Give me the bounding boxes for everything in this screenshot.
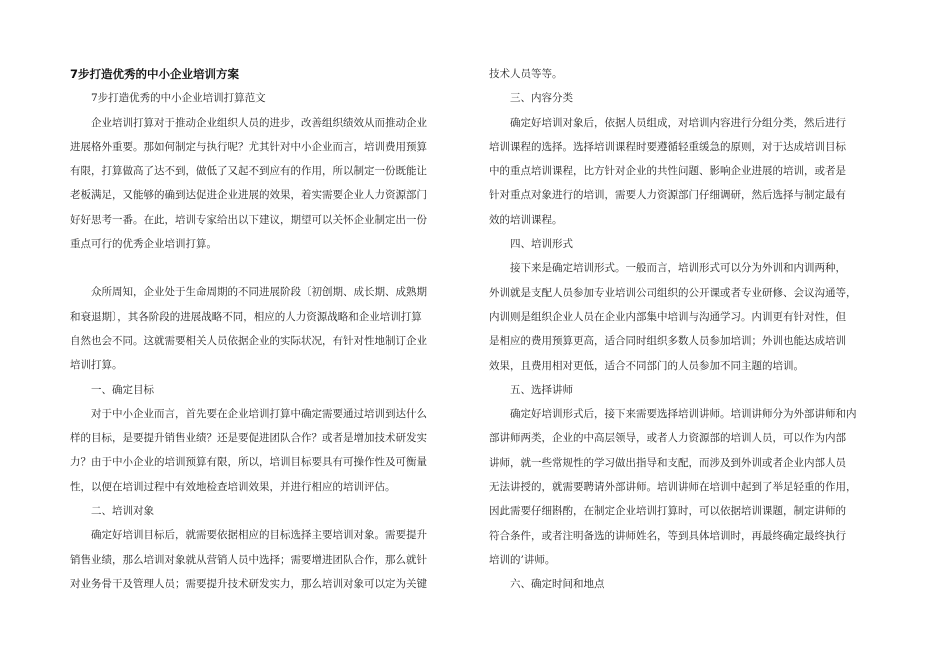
text-line: 力？由于中小企业的培训预算有限，所以，培训目标要具有可操作性及可衡量 <box>70 456 427 469</box>
text-line: 针对重点对象进行的培训，需要人力资源部门仔细调研，然后选择与制定最有 <box>489 189 846 202</box>
text-line: 符合条件，或者注明备选的讲师姓名，等到具体培训时，再最终确定最终执行 <box>489 529 846 542</box>
text-line: 三、内容分类 <box>510 92 573 105</box>
document-title: 7步打造优秀的中小企业培训方案 <box>70 67 239 81</box>
text-line: 四、培训形式 <box>510 238 573 251</box>
left-column <box>70 62 460 596</box>
text-line: 企业培训打算对于推动企业组织人员的进步，改善组织绩效从而推动企业 <box>91 116 427 129</box>
right-column <box>489 62 879 597</box>
text-line: 进展格外重要。那如何制定与执行呢？尤其针对中小企业而言，培训费用预算 <box>70 140 427 153</box>
text-line: 确定好培训形式后，接下来需要选择培训讲师。培训讲师分为外部讲师和内 <box>510 408 857 421</box>
text-line: 重点可行的优秀企业培训打算。 <box>70 238 217 251</box>
text-line: 众所周知，企业处于生命周期的不同进展阶段〔初创期、成长期、成熟期 <box>91 286 427 299</box>
text-line: 样的目标，是要提升销售业绩？还是要促进团队合作？或者是增加技术研发实 <box>70 432 427 445</box>
text-line: 部讲师两类，企业的中高层领导，或者人力资源部的培训人员，可以作为内部 <box>489 432 846 445</box>
text-line: 六、确定时间和地点 <box>510 578 605 591</box>
text-line: 外训就是支配人员参加专业培训公司组织的公开课或者专业研修、会议沟通等， <box>489 286 857 299</box>
text-line: 讲师，就一些常规性的学习做出指导和支配，而涉及到外训或者企业内部人员 <box>489 456 846 469</box>
text-line: 一、确定目标 <box>91 383 154 396</box>
text-line: 对业务骨干及管理人员；需要提升技术研发实力，那么培训对象可以定为关键 <box>70 577 427 590</box>
text-line: 对于中小企业而言，首先要在企业培训打算中确定需要通过培训到达什么 <box>91 407 427 420</box>
text-line: 培训的’讲师。 <box>489 553 556 566</box>
text-line: 二、培训对象 <box>91 505 154 518</box>
text-line: 自然也会不同。这就需要相关人员依据企业的实际状况，有针对性地制订企业 <box>70 334 427 347</box>
text-line: 技术人员等等。 <box>489 68 563 80</box>
text-line: 确定好培训目标后，就需要依据相应的目标选择主要培训对象。需要提升 <box>91 529 427 542</box>
text-line: 因此需要仔细斟酌，在制定企业培训打算时，可以依据培训课题，制定讲师的 <box>489 505 846 518</box>
text-line: 7步打造优秀的中小企业培训打算范文 <box>91 92 266 105</box>
paragraph-gap <box>70 256 460 280</box>
text-line: 效的培训课程。 <box>489 213 563 226</box>
text-line: 培训课程的选择。选择培训课程时要遵循轻重缓急的原则，对于达成培训目标 <box>489 140 846 153</box>
text-line: 培训打算。 <box>70 359 123 372</box>
text-line: 内训则是组织企业人员在企业内部集中培训与沟通学习。内训更有针对性，但 <box>489 310 846 323</box>
text-line: 有限，打算做高了达不到，做低了又起不到应有的作用，所以制定一份既能让 <box>70 165 427 178</box>
text-line: 性，以便在培训过程中有效地检查培训效果，并进行相应的培训评估。 <box>70 480 396 493</box>
text-line: 是相应的费用预算更高，适合同时组织多数人员参加培训；外训也能达成培训 <box>489 335 846 348</box>
text-line: 好好思考一番。在此，培训专家给出以下建议，期望可以关怀企业制定出一份 <box>70 213 427 226</box>
text-line: 确定好培训对象后，依据人员组成，对培训内容进行分组分类，然后进行 <box>510 116 846 129</box>
text-line: 五、选择讲师 <box>510 383 573 396</box>
text-line: 老板满足，又能够的确到达促进企业进展的效果，着实需要企业人力资源部门 <box>70 189 427 202</box>
text-line: 效果，且费用相对更低，适合不同部门的人员参加不同主题的培训。 <box>489 359 804 372</box>
text-line: 接下来是确定培训形式。一般而言，培训形式可以分为外训和内训两种， <box>510 262 846 275</box>
text-line: 中的重点培训课程，比方针对企业的共性问题、影响企业进展的培训，或者是 <box>489 165 846 178</box>
text-line: 销售业绩，那么培训对象就从营销人员中选择；需要增进团队合作，那么就针 <box>70 553 427 566</box>
text-line: 无法讲授的，就需要聘请外部讲师。培训讲师在培训中起到了举足轻重的作用， <box>489 481 857 494</box>
text-line: 和衰退期〕，其各阶段的进展战略不同，相应的人力资源战略和企业培训打算 <box>70 310 422 323</box>
